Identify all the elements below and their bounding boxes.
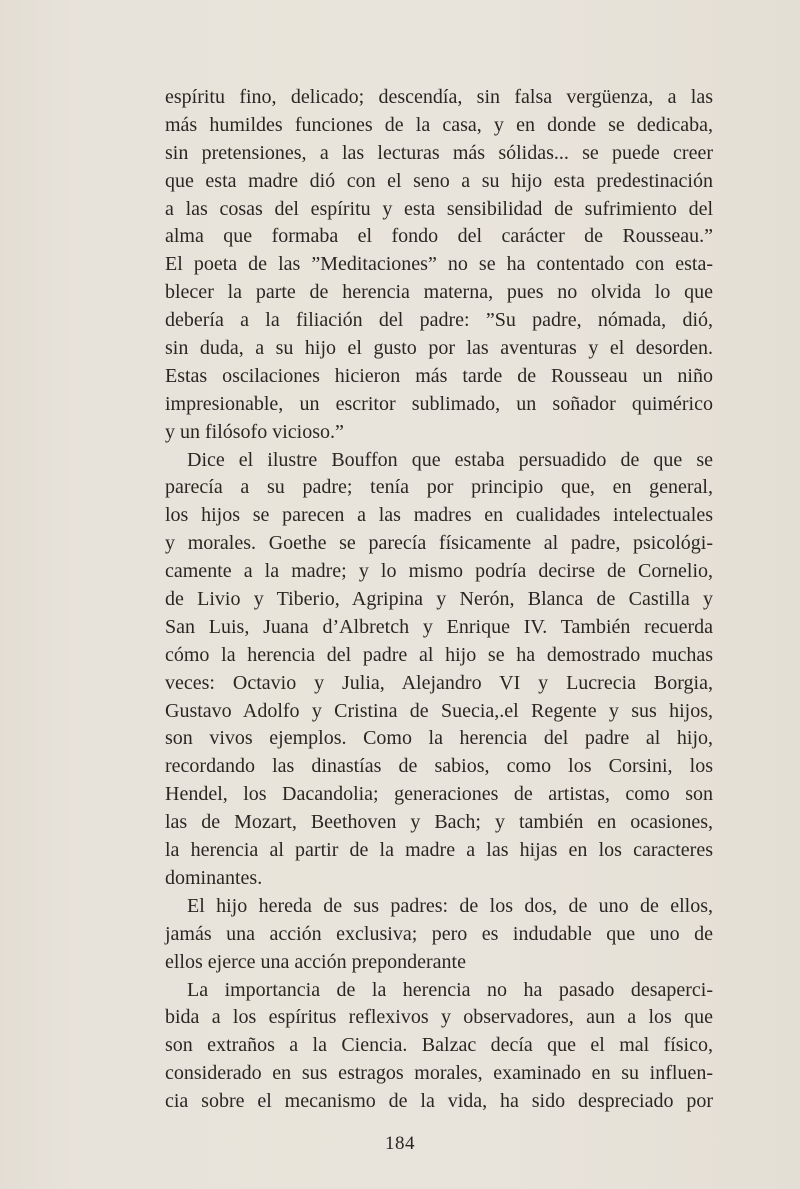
text-line: y morales. Goethe se parecía físicamente al padre, psicológi- xyxy=(165,532,713,555)
text-line: camente a la madre; y lo mismo podría decirse de Cornelio, xyxy=(165,560,713,583)
text-line: cia sobre el mecanismo de la vida, ha sido despreciado por xyxy=(165,1090,713,1113)
text-line: Estas oscilaciones hicieron más tarde de Rousseau un niño xyxy=(165,364,713,387)
text-line: la herencia al partir de la madre a las hijas en los caracteres xyxy=(165,839,713,862)
text-line: son extraños a la Ciencia. Balzac decía que el mal físico, xyxy=(165,1034,713,1057)
text-line: considerado en sus estragos morales, examinado en su influen- xyxy=(165,1062,713,1085)
text-line: ellos ejerce una acción preponderante xyxy=(165,950,466,973)
text-line: recordando las dinastías de sabios, como los Corsini, los xyxy=(165,755,713,778)
text-line: Dice el ilustre Bouffon que estaba persuadido de que se xyxy=(187,448,713,471)
text-line: son vivos ejemplos. Como la herencia del padre al hijo, xyxy=(165,727,713,750)
text-line: El poeta de las ”Meditaciones” no se ha contentado con esta- xyxy=(165,253,713,276)
text-line: debería a la filiación del padre: ”Su padre, nómada, dió, xyxy=(165,309,713,332)
page-number: 184 xyxy=(385,1133,415,1155)
text-line: dominantes. xyxy=(165,866,263,889)
text-line: los hijos se parecen a las madres en cualidades intelectuales xyxy=(165,504,713,527)
text-line: y un filósofo vicioso.” xyxy=(165,420,344,443)
text-line: cómo la herencia del padre al hijo se ha demostrado muchas xyxy=(165,643,713,666)
text-line: veces: Octavio y Julia, Alejandro VI y Lucrecia Borgia, xyxy=(165,671,713,694)
text-line: alma que formaba el fondo del carácter de Rousseau.” xyxy=(165,225,713,248)
text-line: sin duda, a su hijo el gusto por las aventuras y el desorden. xyxy=(165,337,713,360)
text-line: Gustavo Adolfo y Cristina de Suecia,.el Regente y sus hijos, xyxy=(165,699,713,722)
body-text xyxy=(165,84,713,1116)
text-line: La importancia de la herencia no ha pasado desaperci- xyxy=(187,978,713,1001)
text-line: blecer la parte de herencia materna, pues no olvida lo que xyxy=(165,281,713,304)
text-line: parecía a su padre; tenía por principio que, en general, xyxy=(165,476,713,499)
text-line: impresionable, un escritor sublimado, un soñador quimérico xyxy=(165,392,713,415)
text-line: a las cosas del espíritu y esta sensibilidad de sufrimiento del xyxy=(165,197,713,220)
text-line: de Livio y Tiberio, Agripina y Nerón, Blanca de Castilla y xyxy=(165,588,713,611)
text-line: jamás una acción exclusiva; pero es indudable que uno de xyxy=(165,922,713,945)
text-line: las de Mozart, Beethoven y Bach; y también en ocasiones, xyxy=(165,811,713,834)
text-line: Hendel, los Dacandolia; generaciones de artistas, como son xyxy=(165,783,713,806)
text-line: que esta madre dió con el seno a su hijo esta predestinación xyxy=(165,169,713,192)
text-line: sin pretensiones, a las lecturas más sólidas... se puede creer xyxy=(165,141,713,164)
text-line: espíritu fino, delicado; descendía, sin falsa vergüenza, a las xyxy=(165,86,713,108)
text-line: más humildes funciones de la casa, y en donde se dedicaba, xyxy=(165,113,713,136)
text-line: El hijo hereda de sus padres: de los dos, de uno de ellos, xyxy=(187,894,713,917)
text-line: bida a los espíritus reflexivos y observadores, aun a los que xyxy=(165,1006,713,1029)
text-line: San Luis, Juana d’Albretch y Enrique IV. También recuerda xyxy=(165,615,713,638)
